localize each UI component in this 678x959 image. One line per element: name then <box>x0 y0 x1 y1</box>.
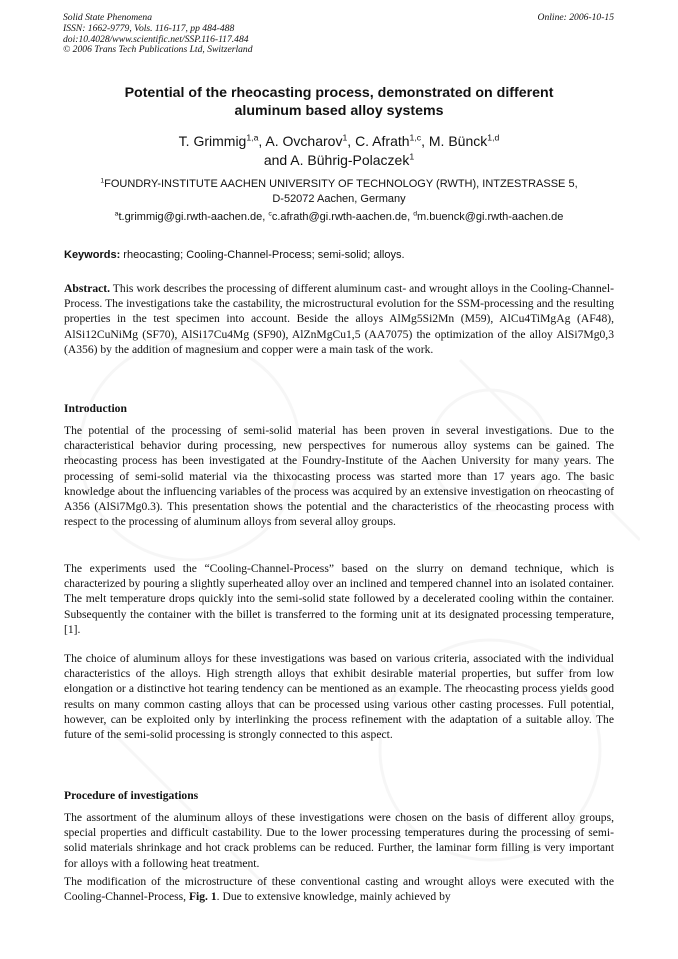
introduction-paragraph-1: The potential of the processing of semi-solid material has been proven in several investigations. Due to the characteristical behavior during processing, new perspectives for numerous alloy systems can be gained. The rheocasting process has been investigated at the Foundry-Institute of the Aachen University for many years. The processing of semi-solid material via the thixocasting process was started more than 17 years ago. The basic knowledge about the influencing variables of the process was acquired by an extensive investigation on rheocasting of A356 (AlSi7Mg0.3). This presentation shows the potential and the characteristics of the rheocasting process with respect to the processing of aluminum alloys from several alloy groups. <box>64 424 614 529</box>
affiliation-mark: 1 <box>100 177 105 185</box>
affiliation-line-1: $^1$FOUNDRY-INSTITUTE AACHEN UNIVERSITY OF TECHNOLOGY (RWTH), INTZESTRASSE 5, <box>100 177 578 190</box>
issn-line: ISSN: 1662-9779, Vols. 116-117, pp 484-488 <box>63 22 235 34</box>
affiliation <box>64 177 614 206</box>
author-name: A. Ovcharov <box>265 133 343 149</box>
introduction-heading: Introduction <box>64 402 127 415</box>
procedure-paragraph-2: The modification of the microstructure of these conventional casting and wrought alloys were executed with the Cooling-Channel-Process, Fig. 1. Due to extensive knowledge, mainly achieved by <box>64 875 614 904</box>
author-affil-mark: 1 <box>342 132 348 143</box>
author-name: M. Bünck <box>428 133 488 149</box>
author-line-1: T. Grimmig$^{1,a}$, A. Ovcharov$^1$, C. Afrath$^{1,c}$, M. Bünck$^{1,d}$ <box>178 132 500 149</box>
introduction-paragraph-2: The experiments used the “Cooling-Channel-Process” based on the slurry on demand technique, which is characterized by pouring a slightly superheated alloy over an inclined and tempered channel into an isolated container. The melt temperature drops quickly into the semi-solid state followed by a decelerated cooling within the container. Subsequently the container with the billet is transferred to the forming unit at its designated processing temperature, [1]. <box>64 562 614 636</box>
email-link[interactable]: m.buenck@gi.rwth-aachen.de <box>417 211 564 223</box>
introduction-paragraph-3: The choice of aluminum alloys for these investigations was based on various criteria, associated with the individual characteristics of the alloys. High strength alloys that exhibit desirable material properties, but suffer from low elongation or a distinctive hot tearing tendency can be mentioned as an example. The rheocasting process yields good results on many common casting alloys that can be processed using various other casting processes. Full potential, however, can be exploited only by interlinking the process refinement with the adaptation of a suitable alloy. The future of the semi-solid processing is strongly connected to this aspect. <box>64 652 614 742</box>
author-affil-mark: 1,a <box>246 132 259 143</box>
author-name: and A. Bührig-Polaczek <box>263 152 410 168</box>
author-name: C. Afrath <box>355 133 410 149</box>
procedure-heading: Procedure of investigations <box>64 789 199 802</box>
email-link[interactable]: t.grimmig@gi.rwth-aachen.de, <box>118 211 269 223</box>
email-link[interactable]: c.afrath@gi.rwth-aachen.de, <box>271 211 414 223</box>
title-line-1: Potential of the rheocasting process, demonstrated on different <box>124 85 554 101</box>
paper-title <box>64 84 614 120</box>
procedure-paragraph-1: The assortment of the aluminum alloys of these investigations were chosen on the basis of different alloy groups, special properties and difficult castability. Due to the lower processing temperatures during the processing of semi-solid materials shrinkage and hot crack problems can be reduced. Further, the laminar form filling is very important for alloys with a following heat treatment. <box>64 811 614 870</box>
author-line-2 <box>64 151 614 170</box>
author-affil-mark: 1,d <box>487 132 500 143</box>
author-affil-mark: 1 <box>409 151 415 162</box>
keywords-text: rheocasting; Cooling-Channel-Process; semi-solid; alloys. <box>120 249 405 261</box>
abstract-label: Abstract. <box>64 282 111 295</box>
abstract-text: This work describes the processing of different aluminum cast- and wrought alloys in the Cooling-Channel-Process. The investigations take the castability, the microstructural evolution for the SSM-processing and the resulting properties in the test specimen into account. Beside the alloys AlMg5Si2Mn (M59), AlCu4TiMgAg (AF48), AlSi12CuNiMg (SF70), AlSi17Cu4Mg (SF90), AlZnMgCu1,5 (AA7075) the optimization of the alloy AlSi7Mg0,3 (A356) by the addition of magnesium and copper were a main task of the work. <box>64 282 614 356</box>
title-line-2: aluminum based alloy systems <box>234 103 444 119</box>
author-name: T. Grimmig <box>178 133 247 149</box>
journal-header <box>63 13 253 56</box>
keywords-label: Keywords: <box>64 249 121 261</box>
author-list <box>64 132 614 170</box>
keywords <box>64 248 614 262</box>
author-affil-mark: 1,c <box>409 132 422 143</box>
affiliation-line-2: D-52072 Aachen, Germany <box>272 192 406 205</box>
doi-line[interactable]: doi:10.4028/www.scientific.net/SSP.116-117.484 <box>63 33 249 45</box>
figure-reference[interactable]: Fig. 1 <box>188 890 217 904</box>
journal-name: Solid State Phenomena <box>63 12 152 23</box>
author-emails: $^a$t.grimmig@gi.rwth-aachen.de, $^c$c.afrath@gi.rwth-aachen.de, $^d$m.buenck@gi.rwth-aachen.de <box>114 210 564 223</box>
abstract <box>64 281 614 357</box>
online-date: Online: 2006-10-15 <box>537 12 614 23</box>
copyright-line: © 2006 Trans Tech Publications Ltd, Switzerland <box>63 44 253 56</box>
